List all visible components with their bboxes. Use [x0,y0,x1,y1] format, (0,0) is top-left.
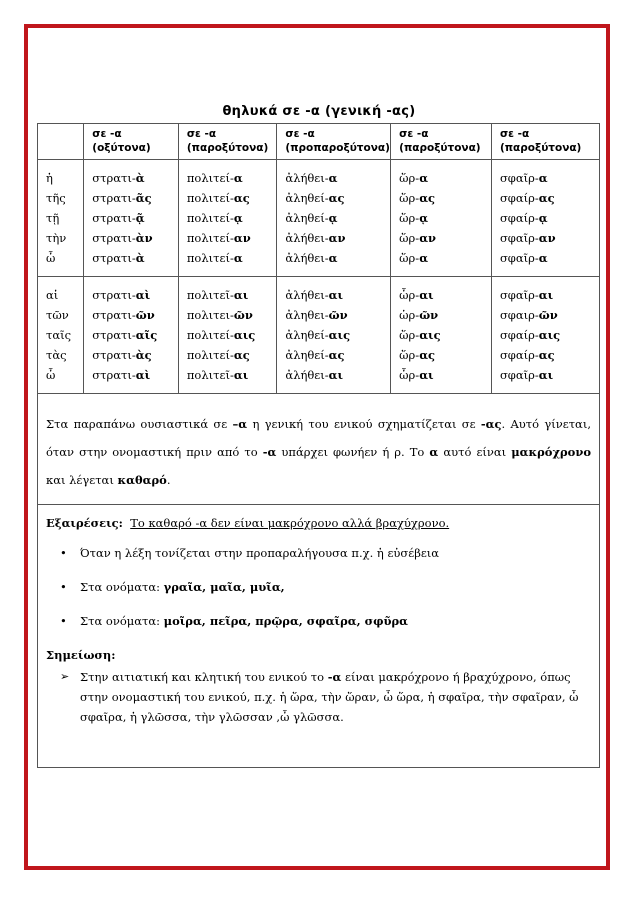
word-ending: αι [328,288,344,302]
word-ending: αν [328,231,346,245]
header-cell: σε -α (οξύτονα) [84,124,179,160]
word-form [285,248,390,268]
word-stem: ἀλήθει- [285,171,329,185]
header-cell: σε -α (παροξύτονα) [391,124,492,160]
word-form [187,168,277,188]
word-stem: πολιτεῖ- [186,368,234,382]
word-form [399,248,491,268]
word-form [285,365,390,385]
list-item: • Όταν η λέξη τονίζεται στην προπαραλήγουσα π.χ. ἡ εὐσέβεια [46,543,591,563]
word-ending: ας [538,191,555,205]
word-stem: ὧρ- [399,368,420,382]
word-stem: πολιτεῖ- [186,288,234,302]
word-form [92,365,178,385]
word-stem: πολιτεί- [186,328,234,342]
word-form [399,168,491,188]
header-cell: σε -α (παροξύτονα) [178,124,277,160]
word-form [500,285,599,305]
word-ending: αῖς [135,328,158,342]
word-form [500,208,599,228]
word-ending: αις [538,328,561,342]
word-stem: στρατι- [92,251,136,265]
word-form [92,188,178,208]
word-form [399,345,491,365]
word-ending: ᾷ [135,211,145,225]
page-title: θηλυκά σε -α (γενική -ας) [222,104,416,119]
word-ending: αις [233,328,256,342]
arrow-bullet-icon: ➢ [60,670,70,683]
word-form [187,325,277,345]
word-stem: στρατι- [92,288,136,302]
word-form [285,188,390,208]
header-row [38,124,600,160]
word-form [399,365,491,385]
word-stem: στρατι- [92,328,136,342]
word-form [92,345,178,365]
word-stem: ἀλήθει- [285,231,329,245]
word-form [399,188,491,208]
word-stem: ὡρ- [399,308,420,322]
word-stem: σφαῖρ- [499,288,539,302]
word-form [92,285,178,305]
word-stem: στρατι- [92,308,136,322]
word-ending: αὶ [135,368,151,382]
word-form [285,285,390,305]
word-ending: α [328,171,338,185]
word-ending: αις [328,328,351,342]
word-form [285,168,390,188]
word-ending: ὰν [135,231,153,245]
article: ἡ [46,171,53,185]
word-ending: ῶν [135,308,155,322]
word-form [92,168,178,188]
word-ending: ας [328,191,345,205]
word-ending: ας [328,348,345,362]
word-stem: πολιτεί- [186,348,234,362]
word-stem: σφαίρ- [499,348,539,362]
list-item: • Στα ονόματα: γραῖα, μαῖα, μυῖα, [46,577,591,597]
word-ending: ας [538,348,555,362]
list-item: • Στα ονόματα: μοῖρα, πεῖρα, πρῷρα, σφαῖρα, σφῦρα [46,611,591,631]
word-stem: πολιτει- [186,308,234,322]
word-stem: πολιτεί- [186,211,234,225]
word-form [500,325,599,345]
note-row [38,394,600,505]
word-stem: στρατι- [92,231,136,245]
word-form [285,325,390,345]
exceptions-row [38,505,600,768]
word-form [187,285,277,305]
singular-row [38,160,600,277]
word-ending: ας [233,191,250,205]
word-form [92,228,178,248]
form-cell [391,160,492,277]
word-ending: ὰ [135,171,145,185]
word-stem: ὧρ- [399,288,420,302]
word-form [187,305,277,325]
form-cell [178,160,277,277]
word-ending: ας [233,348,250,362]
word-stem: στρατι- [92,191,136,205]
word-stem: στρατι- [92,368,136,382]
word-form [500,305,599,325]
word-stem: σφαῖρ- [499,251,539,265]
word-stem: ἀληθεί- [285,191,329,205]
word-stem: σφαῖρ- [499,231,539,245]
word-ending: αν [538,231,556,245]
word-stem: ὥρ- [399,171,420,185]
header-empty-cell [38,124,84,160]
word-stem: ὥρ- [399,348,420,362]
word-ending: α [419,171,429,185]
header-cell: σε -α (παροξύτονα) [491,124,599,160]
word-form [285,345,390,365]
word-stem: ἀλήθει- [285,251,329,265]
word-stem: ὥρ- [399,191,420,205]
article: τῇ [46,211,60,225]
word-ending: αι [538,288,554,302]
word-ending: ας [419,348,436,362]
word-stem: ὥρ- [399,328,420,342]
word-form [285,305,390,325]
word-stem: σφαίρ- [499,328,539,342]
word-ending: αὶ [135,288,151,302]
word-ending: ᾶς [135,191,152,205]
word-ending: α [233,251,243,265]
word-form [187,208,277,228]
word-form [187,188,277,208]
word-ending: αν [419,231,437,245]
word-form [187,248,277,268]
form-cell [491,277,599,394]
word-ending: αι [419,288,434,302]
word-form [399,325,491,345]
word-ending: ὰς [135,348,152,362]
word-form [500,345,599,365]
word-ending: ῶν [538,308,558,322]
word-stem: ἀληθει- [285,308,329,322]
word-form [92,248,178,268]
article: τὴν [46,231,67,245]
article: τῶν [46,308,69,322]
word-ending: αι [328,368,344,382]
word-form [187,345,277,365]
note-paragraph: Στα παραπάνω ουσιαστικά σε –α η γενική του ενικού σχηματίζεται σε -ας. Αυτό γίνεται, όταν στην ονομαστική πριν από το -α υπάρχει φωνήεν ή ρ. Το α αυτό είναι μακρόχρονο και λέγεται καθαρό. [38,394,600,505]
word-form [500,228,599,248]
word-ending: ῶν [233,308,253,322]
word-stem: σφαιρ- [499,308,539,322]
word-form [285,228,390,248]
word-form [92,325,178,345]
word-ending: ὰ [135,251,145,265]
article-cell [38,277,84,394]
word-ending: αν [233,231,251,245]
exceptions-list [46,543,591,631]
article: ὦ [46,251,56,265]
word-stem: πολιτεί- [186,231,234,245]
word-form [500,188,599,208]
form-cell [277,160,391,277]
form-cell [391,277,492,394]
word-ending: α [419,251,429,265]
article: αἱ [46,288,59,302]
word-ending: ας [419,191,436,205]
plural-row [38,277,600,394]
word-ending: α [538,251,548,265]
word-stem: ἀληθεί- [285,328,329,342]
word-ending: α [233,171,243,185]
article: τὰς [46,348,67,362]
word-stem: σφαίρ- [499,211,539,225]
word-stem: στρατι- [92,171,136,185]
word-form [187,228,277,248]
word-stem: ἀλήθει- [285,288,329,302]
word-form [285,208,390,228]
declension-table [37,123,600,768]
word-stem: ὥρ- [399,231,420,245]
word-form [399,228,491,248]
word-stem: πολιτεί- [186,251,234,265]
word-stem: στρατι- [92,211,136,225]
word-ending: α [538,171,548,185]
article-cell [38,160,84,277]
word-ending: αι [233,368,249,382]
word-form [92,208,178,228]
word-stem: ἀλήθει- [285,368,329,382]
word-ending: αι [233,288,249,302]
header-cell: σε -α (προπαροξύτονα) [277,124,391,160]
word-stem: πολιτεί- [186,191,234,205]
word-ending: ᾳ [538,211,548,225]
word-ending: α [328,251,338,265]
word-stem: στρατι- [92,348,136,362]
exceptions-heading: Εξαιρέσεις: Το καθαρό -α δεν είναι μακρόχρονο αλλά βραχύχρονο. [46,516,450,530]
form-cell [277,277,391,394]
word-stem: σφαίρ- [499,191,539,205]
word-ending: ᾳ [233,211,243,225]
word-form [399,285,491,305]
article: ταῖς [46,328,72,342]
word-stem: σφαῖρ- [499,368,539,382]
word-form [500,365,599,385]
word-ending: ῶν [328,308,348,322]
word-ending: αι [419,368,434,382]
word-stem: ἀληθεί- [285,211,329,225]
word-stem: πολιτεί- [186,171,234,185]
remark-heading: Σημείωση: [46,648,116,662]
form-cell [178,277,277,394]
word-form [500,248,599,268]
word-form [399,208,491,228]
exceptions-block [38,505,600,768]
word-stem: ὥρ- [399,211,420,225]
word-form [399,305,491,325]
word-ending: ῶν [419,308,439,322]
article: ὦ [46,368,56,382]
word-form [500,168,599,188]
article: τῆς [46,191,66,205]
form-cell [84,277,179,394]
word-stem: ἀληθεί- [285,348,329,362]
word-ending: αι [538,368,554,382]
remark-item: ➢ Στην αιτιατική και κλητική του ενικού το -α είναι μακρόχρονο ή βραχύχρονο, όπως στην ονομαστική του ενικού, π.χ. ἡ ὥρα, τὴν ὥραν, ὦ ὥρα, ἡ σφαῖρα, τὴν σφαῖραν, ὦ σφαῖρα, ἡ γλῶσσα, τὴν γλῶσσαν ,ὦ γλῶσσα. [46,667,591,727]
word-ending: ᾳ [328,211,338,225]
word-stem: σφαῖρ- [499,171,539,185]
form-cell [491,160,599,277]
word-ending: ᾳ [419,211,429,225]
word-stem: ὥρ- [399,251,420,265]
word-form [92,305,178,325]
word-ending: αις [419,328,441,342]
word-form [187,365,277,385]
form-cell [84,160,179,277]
